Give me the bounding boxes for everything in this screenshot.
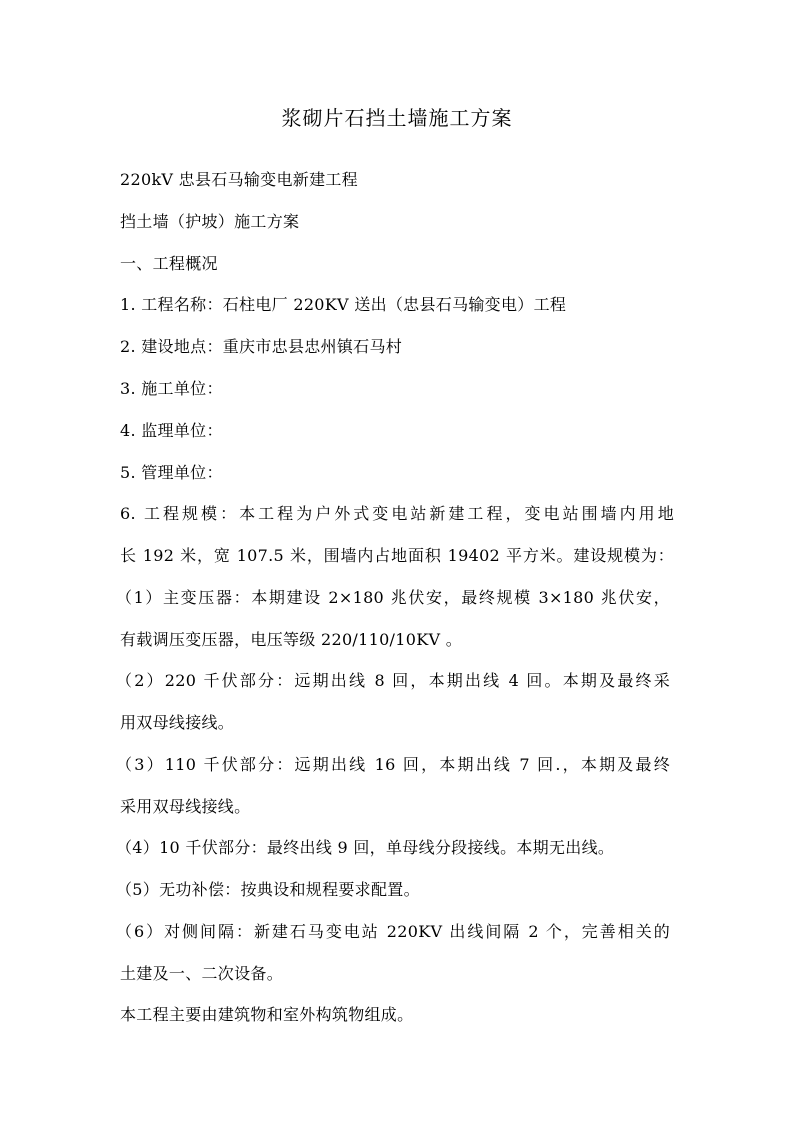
paragraph-line: 用双母线接线。 (120, 713, 235, 732)
list-item-project-name: 1. 工程名称：石柱电厂 220KV 送出（忠县石马输变电）工程 (120, 295, 567, 314)
paragraph-line: 6. 工程规模：本工程为户外式变电站新建工程，变电站围墙内用地 (120, 504, 674, 523)
paragraph-line: 土建及一、二次设备。 (120, 964, 284, 983)
paragraph-line: 有载调压变压器，电压等级 220/110/10KV 。 (120, 630, 462, 649)
paragraph-line: （5）无功补偿：按典设和规程要求配置。 (116, 880, 420, 899)
plan-subtitle-line: 挡土墙（护坡）施工方案 (120, 212, 300, 231)
paragraph-line: 本工程主要由建筑物和室外构筑物组成。 (120, 1005, 414, 1024)
list-item-location: 2. 建设地点：重庆市忠县忠州镇石马村 (120, 337, 403, 356)
paragraph-line: （4）10 千伏部分：最终出线 9 回，单母线分段接线。本期无出线。 (116, 838, 615, 857)
paragraph-line: （6）对侧间隔：新建石马变电站 220KV 出线间隔 2 个，完善相关的 (116, 922, 670, 941)
section-heading: 一、工程概况 (120, 254, 218, 273)
list-item-contractor: 3. 施工单位： (120, 379, 223, 398)
paragraph-line: （3）110 千伏部分：远期出线 16 回，本期出线 7 回.，本期及最终 (116, 755, 670, 774)
paragraph-line: （1）主变压器：本期建设 2×180 兆伏安，最终规模 3×180 兆伏安， (116, 588, 670, 607)
paragraph-line: 长 192 米，宽 107.5 米，围墙内占地面积 19402 平方米。建设规模为： (120, 546, 674, 565)
list-item-supervisor: 4. 监理单位： (120, 421, 223, 440)
project-name-line: 220kV 忠县石马输变电新建工程 (120, 170, 358, 189)
paragraph-line: （2）220 千伏部分：远期出线 8 回，本期出线 4 回。本期及最终采 (116, 671, 670, 690)
list-item-manager: 5. 管理单位： (120, 463, 223, 482)
document-title: 浆砌片石挡土墙施工方案 (281, 106, 513, 130)
paragraph-line: 采用双母线接线。 (120, 797, 251, 816)
